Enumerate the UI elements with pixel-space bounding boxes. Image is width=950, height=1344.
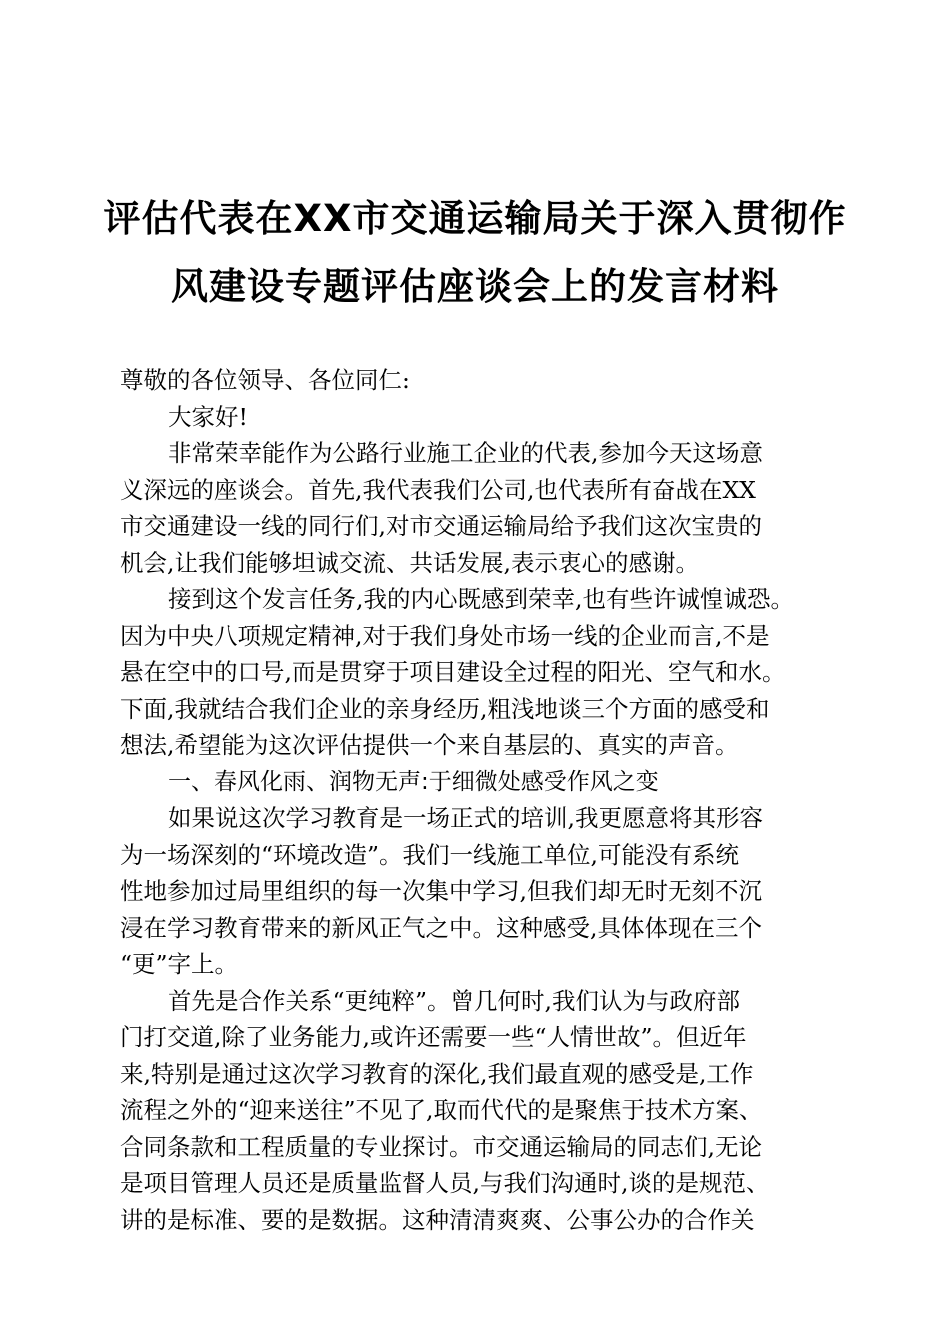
paragraph-line: 合同条款和工程质量的专业探讨。市交通运输局的同志们,无论 bbox=[120, 1132, 762, 1161]
paragraph-line: 浸在学习教育带来的新风正气之中。这种感受,具体体现在三个 bbox=[120, 913, 762, 942]
paragraph-line: 如果说这次学习教育是一场正式的培训,我更愿意将其形容 bbox=[168, 804, 763, 832]
paragraph-line: 悬在空中的口号,而是贯穿于项目建设全过程的阳光、空气和水。 bbox=[120, 658, 786, 686]
paragraph-line: 非常荣幸能作为公路行业施工企业的代表,参加今天这场意 bbox=[168, 439, 763, 467]
document-title-line-2: 风建设专题评估座谈会上的发言材料 bbox=[171, 265, 779, 308]
paragraph-line: 流程之外的“迎来送往”不见了,取而代代的是聚焦于技术方案、 bbox=[120, 1096, 763, 1124]
paragraph-line: 义深远的座谈会。首先,我代表我们公司,也代表所有奋战在XX bbox=[120, 475, 756, 504]
paragraph-line: 机会,让我们能够坦诚交流、共话发展,表示衷心的感谢。 bbox=[120, 548, 699, 577]
paragraph-line: 首先是合作关系“更纯粹”。曾几何时,我们认为与政府部 bbox=[168, 986, 740, 1015]
paragraph-line: 性地参加过局里组织的每一次集中学习,但我们却无时无刻不沉 bbox=[120, 877, 762, 905]
paragraph-line: “更”字上。 bbox=[120, 950, 239, 978]
paragraph-line: 下面,我就结合我们企业的亲身经历,粗浅地谈三个方面的感受和 bbox=[120, 694, 770, 723]
paragraph-line: 讲的是标准、要的是数据。这种清清爽爽、公事公办的合作关 bbox=[120, 1205, 755, 1234]
paragraph-line: 门打交道,除了业务能力,或许还需要一些“人情世故”。但近年 bbox=[120, 1023, 747, 1051]
section-heading: 一、春风化雨、润物无声:于细微处感受作风之变 bbox=[168, 768, 659, 795]
paragraph-line: 来,特别是通过这次学习教育的深化,我们最直观的感受是,工作 bbox=[120, 1059, 754, 1088]
document-title-line-1: 评估代表在XX市交通运输局关于深入贯彻作 bbox=[103, 197, 847, 240]
paragraph-line: 市交通建设一线的同行们,对市交通运输局给予我们这次宝贵的 bbox=[120, 512, 762, 540]
paragraph-line: 接到这个发言任务,我的内心既感到荣幸,也有些许诚惶诚恐。 bbox=[168, 585, 794, 613]
paragraph-line: 想法,希望能为这次评估提供一个来自基层的、真实的声音。 bbox=[120, 731, 739, 759]
document-body bbox=[120, 362, 832, 1238]
paragraph-line: 是项目管理人员还是质量监督人员,与我们沟通时,谈的是规范、 bbox=[120, 1169, 770, 1197]
salutation: 尊敬的各位领导、各位同仁: bbox=[120, 366, 410, 394]
paragraph-line: 因为中央八项规定精神,对于我们身处市场一线的企业而言,不是 bbox=[120, 621, 770, 650]
greeting: 大家好! bbox=[168, 402, 248, 431]
paragraph-line: 为一场深刻的“环境改造”。我们一线施工单位,可能没有系统 bbox=[120, 840, 739, 869]
